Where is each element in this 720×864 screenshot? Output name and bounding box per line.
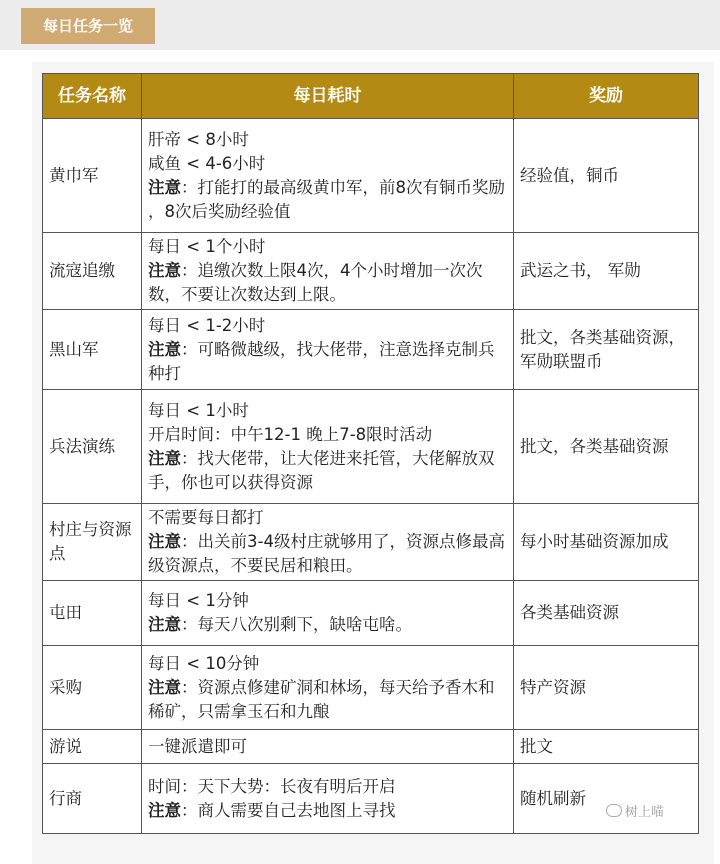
time-text: 肝帝 < 8小时 bbox=[148, 129, 249, 149]
note-label: 注意 bbox=[148, 339, 181, 359]
time-text: 咸鱼 < 4-6小时 bbox=[148, 153, 266, 173]
table-body bbox=[43, 119, 699, 834]
daily-time-cell bbox=[142, 646, 514, 730]
time-line bbox=[148, 423, 507, 447]
time-text: 每日 < 1个小时 bbox=[148, 237, 266, 256]
page-title: 每日任务一览 bbox=[21, 8, 155, 44]
reward-cell: 批文 bbox=[514, 730, 699, 764]
time-line bbox=[148, 530, 507, 578]
reward-cell: 批文，各类基础资源，军勋联盟币 bbox=[514, 310, 699, 390]
daily-time-cell bbox=[142, 581, 514, 646]
daily-time-cell bbox=[142, 119, 514, 233]
note-label: 注意 bbox=[148, 677, 181, 697]
time-line bbox=[148, 799, 507, 823]
time-text: 开启时间：中午12-1 晚上7-8限时活动 bbox=[148, 424, 433, 444]
time-text: ：商人需要自己去地图上寻找 bbox=[181, 800, 396, 820]
reward-cell: 特产资源 bbox=[514, 646, 699, 730]
time-text: 每日 < 1分钟 bbox=[148, 591, 249, 610]
reward-cell: 各类基础资源 bbox=[514, 581, 699, 646]
time-line bbox=[148, 399, 507, 423]
time-line bbox=[148, 506, 507, 530]
note-label: 注意 bbox=[148, 177, 181, 197]
table-row bbox=[43, 390, 699, 504]
time-line bbox=[148, 676, 507, 724]
reward-cell: 批文，各类基础资源 bbox=[514, 390, 699, 504]
task-name-cell: 采购 bbox=[43, 646, 142, 730]
table-row bbox=[43, 119, 699, 233]
reward-cell: 随机刷新 bbox=[514, 764, 699, 834]
task-name-cell: 流寇追缴 bbox=[43, 233, 142, 310]
time-text: 一键派遣即可 bbox=[148, 736, 247, 756]
column-header-reward: 奖励 bbox=[514, 74, 699, 119]
table-row bbox=[43, 730, 699, 764]
table-row bbox=[43, 233, 699, 310]
time-text: 不需要每日都打 bbox=[148, 508, 264, 527]
time-text: 时间：天下大势：长夜有明后开启 bbox=[148, 776, 396, 796]
task-name-cell: 屯田 bbox=[43, 581, 142, 646]
time-line bbox=[148, 447, 507, 495]
task-name-cell: 游说 bbox=[43, 730, 142, 764]
note-label: 注意 bbox=[148, 800, 181, 820]
note-label: 注意 bbox=[148, 448, 181, 468]
daily-time-cell bbox=[142, 310, 514, 390]
time-text: 每日 < 10分钟 bbox=[148, 653, 260, 673]
time-text: ：出关前3-4级村庄就够用了，资源点修最高级资源点，不要民居和粮田。 bbox=[148, 532, 505, 575]
time-line bbox=[148, 613, 507, 637]
note-label: 注意 bbox=[148, 532, 181, 551]
time-text: ：追缴次数上限4次，4个小时增加一次次数，不要让次数达到上限。 bbox=[148, 261, 483, 304]
daily-time-cell bbox=[142, 233, 514, 310]
time-line bbox=[148, 589, 507, 613]
time-line bbox=[148, 338, 507, 386]
time-text: ：找大佬带，让大佬进来托管，大佬解放双手，你也可以获得资源 bbox=[148, 448, 495, 492]
table-row bbox=[43, 310, 699, 390]
task-name-cell: 行商 bbox=[43, 764, 142, 834]
task-name-cell: 兵法演练 bbox=[43, 390, 142, 504]
time-text: ：打能打的最高级黄巾军，前8次有铜币奖励 ，8次后奖励经验值 bbox=[148, 177, 505, 221]
time-line bbox=[148, 176, 507, 224]
time-text: ：资源点修建矿洞和林场，每天给予香木和稀矿，只需拿玉石和九酿 bbox=[148, 677, 495, 721]
table-row bbox=[43, 764, 699, 834]
time-line bbox=[148, 259, 507, 307]
table-row bbox=[43, 646, 699, 730]
note-label: 注意 bbox=[148, 261, 181, 280]
column-header-task-name: 任务名称 bbox=[43, 74, 142, 119]
time-line bbox=[148, 128, 507, 152]
time-line bbox=[148, 652, 507, 676]
reward-cell: 经验值，铜币 bbox=[514, 119, 699, 233]
task-name-cell: 村庄与资源点 bbox=[43, 504, 142, 581]
time-line bbox=[148, 314, 507, 338]
reward-cell: 每小时基础资源加成 bbox=[514, 504, 699, 581]
daily-time-cell bbox=[142, 730, 514, 764]
time-line bbox=[148, 775, 507, 799]
watermark-text: 树上喵 bbox=[625, 805, 665, 820]
table-header-row bbox=[43, 74, 699, 119]
daily-time-cell bbox=[142, 764, 514, 834]
wechat-icon bbox=[606, 804, 622, 817]
time-text: 每日 < 1小时 bbox=[148, 400, 249, 420]
watermark bbox=[606, 801, 664, 820]
task-name-cell: 黄巾军 bbox=[43, 119, 142, 233]
table-row bbox=[43, 504, 699, 581]
time-text: ：每天八次别剩下，缺啥屯啥。 bbox=[181, 615, 412, 634]
column-header-daily-time: 每日耗时 bbox=[142, 74, 514, 119]
table-row bbox=[43, 581, 699, 646]
time-text: 每日 < 1-2小时 bbox=[148, 315, 266, 335]
daily-time-cell bbox=[142, 504, 514, 581]
note-label: 注意 bbox=[148, 615, 181, 634]
time-line bbox=[148, 152, 507, 176]
time-line bbox=[148, 735, 507, 759]
task-name-cell: 黑山军 bbox=[43, 310, 142, 390]
daily-task-table bbox=[42, 73, 699, 834]
reward-cell: 武运之书， 军勋 bbox=[514, 233, 699, 310]
time-text: ：可略微越级，找大佬带，注意选择克制兵种打 bbox=[148, 339, 495, 383]
time-line bbox=[148, 235, 507, 259]
daily-time-cell bbox=[142, 390, 514, 504]
